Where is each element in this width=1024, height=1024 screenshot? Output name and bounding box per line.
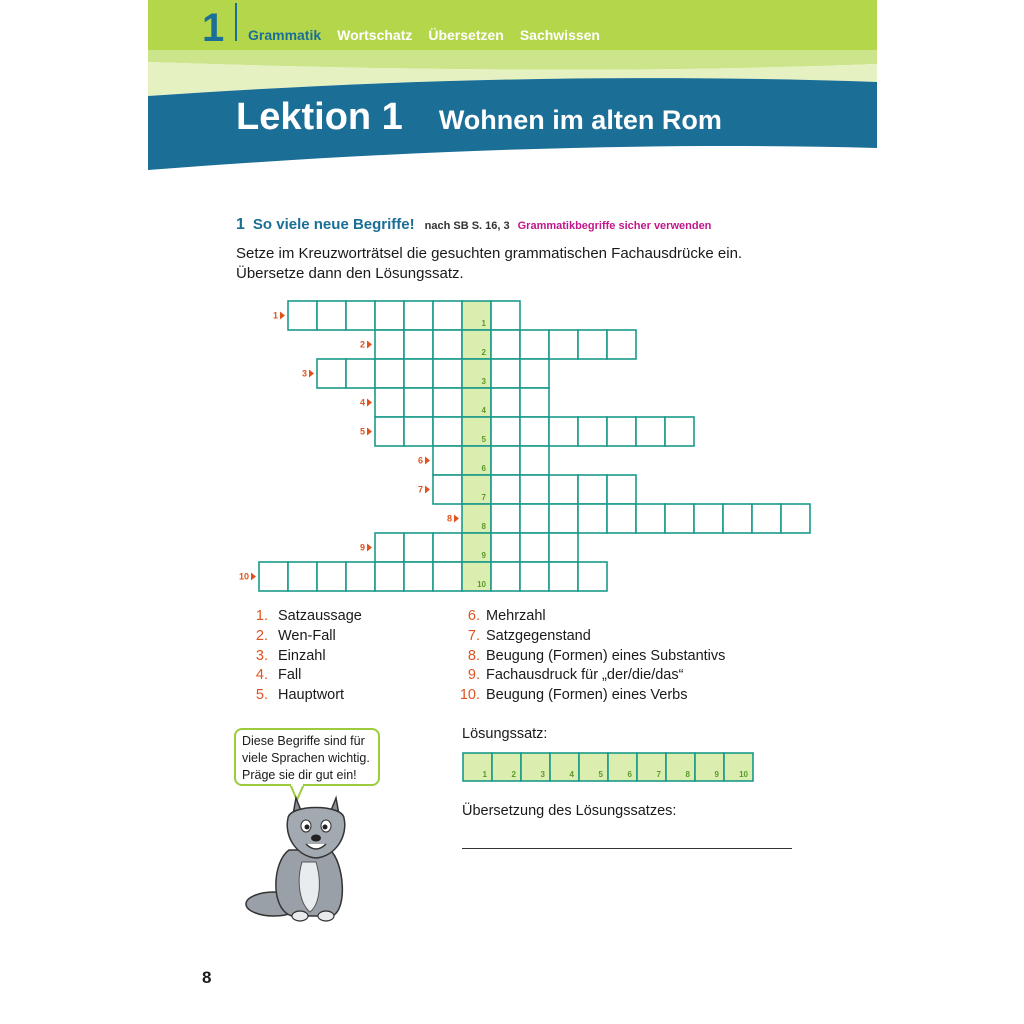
clue-text: Fall (278, 667, 302, 684)
crossword-cell[interactable] (346, 359, 375, 388)
crossword-cell[interactable] (375, 301, 404, 330)
solution-cell[interactable] (462, 417, 491, 446)
exercise-reference: nach SB S. 16, 3 (424, 220, 510, 232)
clue-text: Einzahl (278, 647, 326, 664)
crossword-cell[interactable] (607, 417, 636, 446)
crossword-cell[interactable] (578, 562, 607, 591)
crossword-cell[interactable] (578, 417, 607, 446)
crossword-cell[interactable] (375, 562, 404, 591)
crossword-cell[interactable] (375, 388, 404, 417)
exercise-skill: Grammatikbegriffe sicher verwenden (517, 220, 712, 232)
solution-letter-number: 4 (569, 770, 574, 779)
solution-label: Lösungssatz: (462, 726, 548, 742)
clue-item (246, 666, 362, 686)
crossword-cell[interactable] (549, 533, 578, 562)
tab-grammatik[interactable]: Grammatik (248, 27, 322, 43)
solution-letter-number: 5 (598, 770, 603, 779)
lesson-subtitle: Wohnen im alten Rom (438, 105, 722, 135)
clue-text: Beugung (Formen) eines Verbs (486, 687, 688, 704)
solution-letter-cell[interactable] (666, 753, 695, 781)
solution-cell[interactable] (462, 533, 491, 562)
crossword-cell[interactable] (346, 562, 375, 591)
crossword-cell[interactable] (491, 533, 520, 562)
clue-number: 7. (467, 627, 480, 644)
translation-label: Übersetzung des Lösungssatzes: (462, 803, 677, 819)
clue-number: 4. (255, 667, 268, 684)
clue-item (458, 627, 725, 647)
crossword-cell[interactable] (549, 562, 578, 591)
solution-letter-cell[interactable] (637, 753, 666, 781)
wolf-mascot-icon (244, 792, 354, 924)
crossword-cell[interactable] (491, 417, 520, 446)
crossword-cell[interactable] (404, 533, 433, 562)
crossword-cell[interactable] (375, 359, 404, 388)
crossword-cell[interactable] (549, 475, 578, 504)
crossword-cell[interactable] (520, 475, 549, 504)
translation-answer-line[interactable] (462, 848, 792, 849)
solution-cell-number: 8 (481, 522, 486, 531)
solution-cell[interactable] (462, 301, 491, 330)
solution-letter-number: 9 (714, 770, 719, 779)
solution-cell[interactable] (462, 504, 491, 533)
solution-cell-number: 10 (477, 580, 486, 589)
speech-bubble (234, 728, 380, 786)
clue-marker: 6 (417, 455, 423, 466)
crossword-cell[interactable] (375, 417, 404, 446)
crossword-cell[interactable] (433, 562, 462, 591)
clue-marker: 5 (359, 426, 365, 437)
crossword-cell[interactable] (491, 562, 520, 591)
crossword-cell[interactable] (607, 504, 636, 533)
clue-number: 9. (467, 667, 480, 684)
crossword-cell[interactable] (578, 504, 607, 533)
crossword-cell[interactable] (433, 417, 462, 446)
crossword-cell[interactable] (520, 562, 549, 591)
crossword-cell[interactable] (665, 504, 694, 533)
clue-marker: 1 (272, 310, 278, 321)
clue-marker: 3 (301, 368, 307, 379)
clue-text: Satzaussage (278, 608, 362, 624)
clue-arrow-icon (367, 341, 372, 349)
crossword-cell[interactable] (259, 562, 288, 591)
crossword-cell[interactable] (433, 475, 462, 504)
clue-item (246, 607, 362, 627)
crossword-cell[interactable] (317, 562, 346, 591)
clue-number: 3. (255, 647, 268, 664)
clue-number: 10. (459, 687, 480, 704)
bubble-line: Präge sie dir gut ein! (242, 768, 357, 782)
clue-text: Hauptwort (278, 687, 345, 704)
crossword-cell[interactable] (549, 504, 578, 533)
clue-arrow-icon (309, 370, 314, 378)
clue-number: 6. (467, 608, 480, 624)
page-number: 8 (202, 968, 212, 987)
solution-letter-number: 3 (540, 770, 545, 779)
solution-cell-number: 6 (481, 464, 486, 473)
crossword-cell[interactable] (433, 533, 462, 562)
clue-marker: 10 (238, 571, 249, 582)
crossword-cell[interactable] (607, 330, 636, 359)
solution-letter-number: 7 (656, 770, 661, 779)
clue-arrow-icon (425, 457, 430, 465)
crossword-cell[interactable] (636, 504, 665, 533)
clue-item (458, 647, 725, 667)
solution-cell[interactable] (462, 330, 491, 359)
solution-letter-cell[interactable] (463, 753, 492, 781)
crossword-cell[interactable] (404, 562, 433, 591)
clue-text: Beugung (Formen) eines Substantivs (486, 647, 726, 664)
instruction-line: Setze im Kreuzworträtsel die gesuchten grammatischen Fachausdrücke ein. (236, 245, 743, 262)
clue-text: Mehrzahl (486, 608, 546, 624)
clue-arrow-icon (454, 515, 459, 523)
clue-arrow-icon (367, 428, 372, 436)
crossword-cell[interactable] (433, 301, 462, 330)
clue-arrow-icon (251, 573, 256, 581)
crossword-cell[interactable] (404, 388, 433, 417)
crossword-cell[interactable] (520, 359, 549, 388)
clue-arrow-icon (425, 486, 430, 494)
clue-number: 2. (255, 627, 268, 644)
clue-list-right (458, 607, 725, 706)
clue-arrow-icon (367, 544, 372, 552)
tab-wortschatz[interactable]: Wortschatz (337, 27, 413, 43)
crossword-cell[interactable] (491, 475, 520, 504)
crossword-cell[interactable] (665, 417, 694, 446)
solution-cell-number: 9 (481, 551, 486, 560)
crossword-cell[interactable] (288, 562, 317, 591)
solution-letter-number: 1 (482, 770, 487, 779)
exercise-title: So viele neue Begriffe! (252, 216, 415, 233)
solution-letter-cell[interactable] (521, 753, 550, 781)
solution-cell[interactable] (462, 446, 491, 475)
exercise-number: 1 (236, 216, 245, 233)
solution-letter-cell[interactable] (492, 753, 521, 781)
clue-item (458, 666, 725, 686)
solution-letter-cell[interactable] (579, 753, 608, 781)
crossword-cell[interactable] (433, 446, 462, 475)
solution-letter-cell[interactable] (695, 753, 724, 781)
crossword-cell[interactable] (491, 388, 520, 417)
clue-marker: 9 (359, 542, 365, 553)
crossword-cell[interactable] (549, 330, 578, 359)
solution-letter-number: 10 (739, 770, 748, 779)
solution-cell-number: 3 (481, 377, 486, 386)
chapter-number: 1 (202, 6, 225, 50)
clue-item (458, 686, 725, 706)
workbook-page (148, 0, 877, 1024)
crossword-cell[interactable] (520, 533, 549, 562)
clue-marker: 2 (359, 339, 365, 350)
clue-arrow-icon (280, 312, 285, 320)
crossword-cell[interactable] (520, 388, 549, 417)
crossword-cell[interactable] (375, 330, 404, 359)
clue-marker: 7 (417, 484, 423, 495)
crossword-cell[interactable] (491, 504, 520, 533)
clue-number: 8. (467, 647, 480, 664)
solution-cell-number: 4 (481, 406, 486, 415)
solution-letter-number: 2 (511, 770, 516, 779)
clue-arrow-icon (367, 399, 372, 407)
clue-item (458, 607, 725, 627)
tab-uebersetzen[interactable]: Übersetzen (428, 27, 504, 43)
clue-text: Wen-Fall (278, 627, 336, 644)
crossword-cell[interactable] (752, 504, 781, 533)
crossword-cell[interactable] (433, 388, 462, 417)
crossword-cell[interactable] (491, 446, 520, 475)
clue-text: Fachausdruck für „der/die/das“ (486, 667, 684, 684)
clue-number: 1. (255, 608, 268, 624)
lesson-title: Lektion 1 (236, 96, 403, 138)
crossword-cell[interactable] (636, 417, 665, 446)
crossword-cell[interactable] (317, 301, 346, 330)
clue-item (246, 686, 362, 706)
solution-cell[interactable] (462, 475, 491, 504)
solution-cell[interactable] (462, 359, 491, 388)
solution-letter-number: 6 (627, 770, 632, 779)
clue-item (246, 647, 362, 667)
crossword-cell[interactable] (694, 504, 723, 533)
crossword-cell[interactable] (781, 504, 810, 533)
crossword-cell[interactable] (404, 417, 433, 446)
crossword-cell[interactable] (491, 359, 520, 388)
bubble-line: Diese Begriffe sind für (242, 734, 365, 748)
crossword-cell[interactable] (520, 504, 549, 533)
crossword-cell[interactable] (404, 359, 433, 388)
clue-marker: 4 (359, 397, 365, 408)
crossword-cell[interactable] (723, 504, 752, 533)
solution-cell-number: 7 (481, 493, 486, 502)
crossword-cell[interactable] (404, 301, 433, 330)
clue-number: 5. (255, 687, 268, 704)
solution-cell-number: 5 (481, 435, 486, 444)
crossword-cell[interactable] (317, 359, 346, 388)
crossword-cell[interactable] (288, 301, 317, 330)
clue-text: Satzgegenstand (486, 627, 591, 644)
tab-sachwissen[interactable]: Sachwissen (519, 27, 600, 43)
crossword-cell[interactable] (520, 417, 549, 446)
crossword-cell[interactable] (607, 475, 636, 504)
crossword-cell[interactable] (520, 330, 549, 359)
crossword-cell[interactable] (404, 330, 433, 359)
crossword-cell[interactable] (433, 359, 462, 388)
solution-letter-number: 8 (685, 770, 690, 779)
solution-cell[interactable] (462, 388, 491, 417)
clue-list-left (246, 607, 362, 706)
crossword-cell[interactable] (520, 446, 549, 475)
clue-marker: 8 (446, 513, 452, 524)
clue-item (246, 627, 362, 647)
crossword-cell[interactable] (578, 475, 607, 504)
crossword-cell[interactable] (346, 301, 375, 330)
crossword-cell[interactable] (491, 301, 520, 330)
crossword-cell[interactable] (375, 533, 404, 562)
solution-cells (462, 752, 754, 784)
bubble-line: viele Sprachen wichtig. (242, 751, 370, 765)
crossword-cell[interactable] (491, 330, 520, 359)
crossword-cell[interactable] (578, 330, 607, 359)
instruction-line: Übersetze dann den Lösungssatz. (236, 265, 464, 282)
solution-letter-cell[interactable] (550, 753, 579, 781)
solution-cell-number: 1 (481, 319, 486, 328)
crossword-cell[interactable] (433, 330, 462, 359)
solution-cell-number: 2 (481, 348, 486, 357)
solution-letter-cell[interactable] (608, 753, 637, 781)
crossword-cell[interactable] (549, 417, 578, 446)
